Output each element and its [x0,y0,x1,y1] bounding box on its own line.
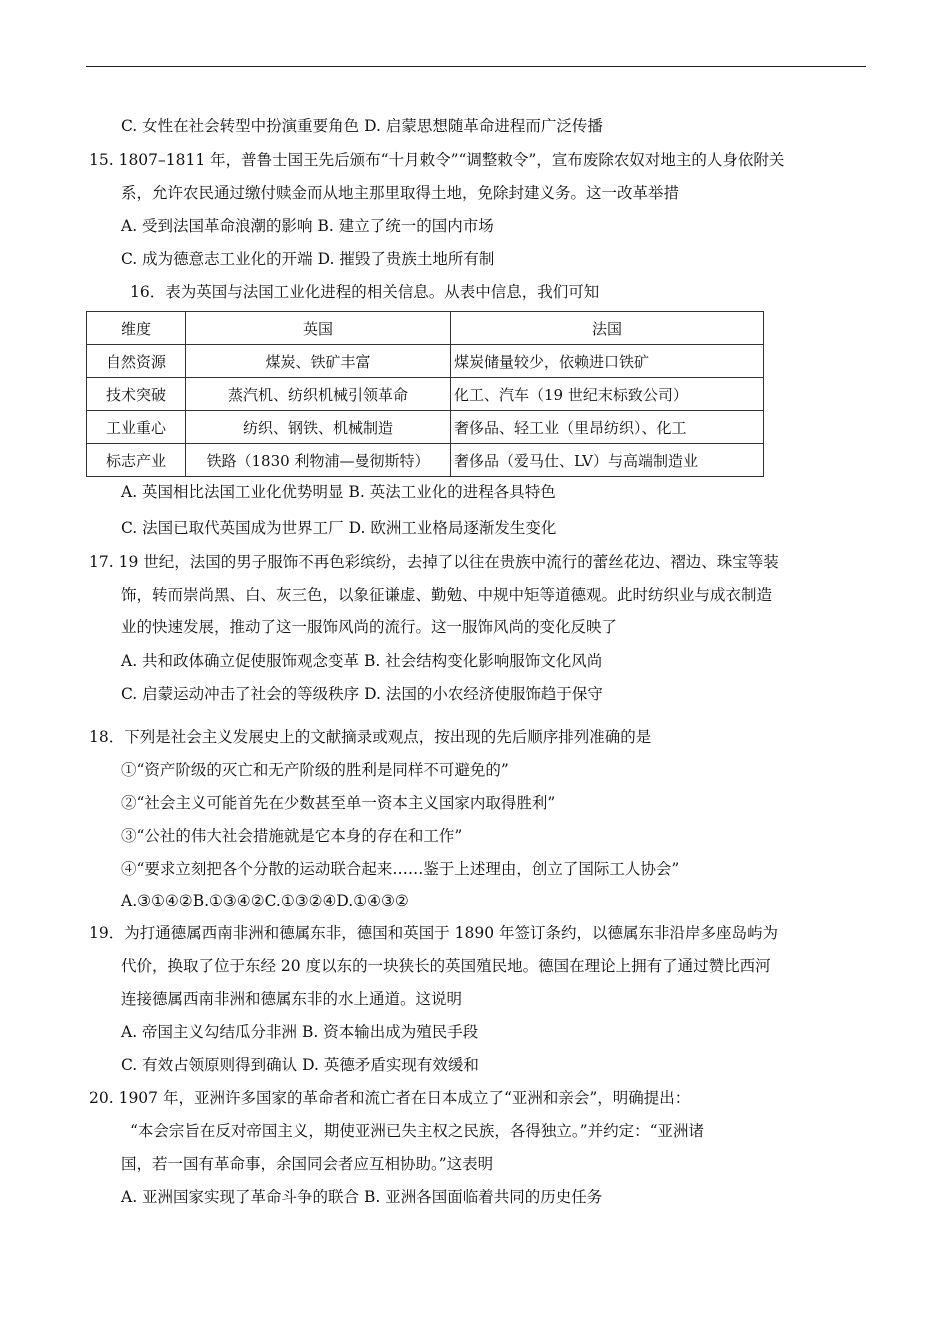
table-cell: 工业重心 [87,411,186,444]
q18-item-2: ②“社会主义可能首先在少数甚至单一资本主义国家内取得胜利” [121,794,556,812]
q19-stem-line3: 连接德属西南非洲和德属东非的水上通道。这说明 [121,990,463,1008]
q15-stem-line2: 系，允许农民通过缴付赎金而从地主那里取得土地，免除封建义务。这一改革举措 [121,184,680,202]
table-cell: 煤炭储量较少，依赖进口铁矿 [451,345,764,378]
table-header-cell: 维度 [87,312,186,345]
table-cell: 奢侈品（爱马仕、LV）与高端制造业 [451,444,764,477]
q17-stem-line2: 饰，转而崇尚黑、白、灰三色，以象征谦虚、勤勉、中规中矩等道德观。此时纺织业与成衣制造 [121,586,773,604]
q19-stem-line1: 19．为打通德属西南非洲和德属东非，德国和英国于 1890 年签订条约，以德属东非沿岸多座岛屿为 [89,924,779,942]
table-row [87,345,764,378]
q17-options-ab: A. 共和政体确立促使服饰观念变革 B. 社会结构变化影响服饰文化风尚 [121,652,603,670]
q20-stem-line1: 20. 1907 年，亚洲许多国家的革命者和流亡者在日本成立了“亚洲和亲会”，明确提出： [89,1089,691,1107]
q17-stem-line3: 业的快速发展，推动了这一服饰风尚的流行。这一服饰风尚的变化反映了 [121,618,618,636]
table-cell: 技术突破 [87,378,186,411]
q19-options-cd: C. 有效占领原则得到确认 D. 英德矛盾实现有效缓和 [121,1056,479,1074]
table-header-row [87,312,764,345]
q18-item-3: ③“公社的伟大社会措施就是它本身的存在和工作” [121,827,463,845]
table-cell: 铁路（1830 利物浦—曼彻斯特） [186,444,451,477]
q18-item-1: ①“资产阶级的灭亡和无产阶级的胜利是同样不可避免的” [121,761,509,779]
table-cell: 蒸汽机、纺织机械引领革命 [186,378,451,411]
table-header-cell: 英国 [186,312,451,345]
q17-options-cd: C. 启蒙运动冲击了社会的等级秩序 D. 法国的小农经济使服饰趋于保守 [121,685,603,703]
q16-stem: 16．表为英国与法国工业化进程的相关信息。从表中信息，我们可知 [130,283,600,301]
q20-stem-line3: 国，若一国有革命事，余国同会者应互相协助。”这表明 [121,1155,494,1173]
table-cell: 标志产业 [87,444,186,477]
table-cell: 奢侈品、轻工业（里昂纺织）、化工 [451,411,764,444]
table-cell: 自然资源 [87,345,186,378]
q18-item-4: ④“要求立刻把各个分散的运动联合起来……鉴于上述理由，创立了国际工人协会” [121,860,680,878]
q20-options-ab: A. 亚洲国家实现了革命斗争的联合 B. 亚洲各国面临着共同的历史任务 [121,1188,603,1206]
q17-stem-line1: 17. 19 世纪，法国的男子服饰不再色彩缤纷，去掉了以往在贵族中流行的蕾丝花边、褶边、珠宝等装 [89,553,779,571]
table-row [87,444,764,477]
q16-options-cd: C. 法国已取代英国成为世界工厂 D. 欧洲工业格局逐渐发生变化 [121,519,557,537]
q15-options-cd: C. 成为德意志工业化的开端 D. 摧毁了贵族土地所有制 [121,250,495,268]
table-row [87,378,764,411]
q19-stem-line2: 代价，换取了位于东经 20 度以东的一块狭长的英国殖民地。德国在理论上拥有了通过赞比西河 [121,957,771,975]
table-cell: 煤炭、铁矿丰富 [186,345,451,378]
table-cell: 化工、汽车（19 世纪末标致公司） [451,378,764,411]
q14-options-cd: C. 女性在社会转型中扮演重要角色 D. 启蒙思想随革命进程而广泛传播 [121,117,603,135]
q18-options: A.③①④②B.①③④②C.①③②④D.①④③② [121,892,409,910]
q16-options-ab: A. 英国相比法国工业化优势明显 B. 英法工业化的进程各具特色 [121,483,556,501]
header-rule [86,66,866,67]
q15-stem-line1: 15. 1807–1811 年，普鲁士国王先后颁布“十月敕令”“调整敕令”，宣布废除农奴对地主的人身依附关 [89,151,785,169]
q18-stem: 18．下列是社会主义发展史上的文献摘录或观点，按出现的先后顺序排列准确的是 [89,728,652,746]
table-row [87,411,764,444]
q15-options-ab: A. 受到法国革命浪潮的影响 B. 建立了统一的国内市场 [121,217,494,235]
table-header-cell: 法国 [451,312,764,345]
q16-comparison-table [86,311,764,477]
q19-options-ab: A. 帝国主义勾结瓜分非洲 B. 资本输出成为殖民手段 [121,1023,479,1041]
q20-stem-line2: “本会宗旨在反对帝国主义，期使亚洲已失主权之民族，各得独立。”并约定：“亚洲诸 [130,1122,705,1140]
table-cell: 纺织、钢铁、机械制造 [186,411,451,444]
